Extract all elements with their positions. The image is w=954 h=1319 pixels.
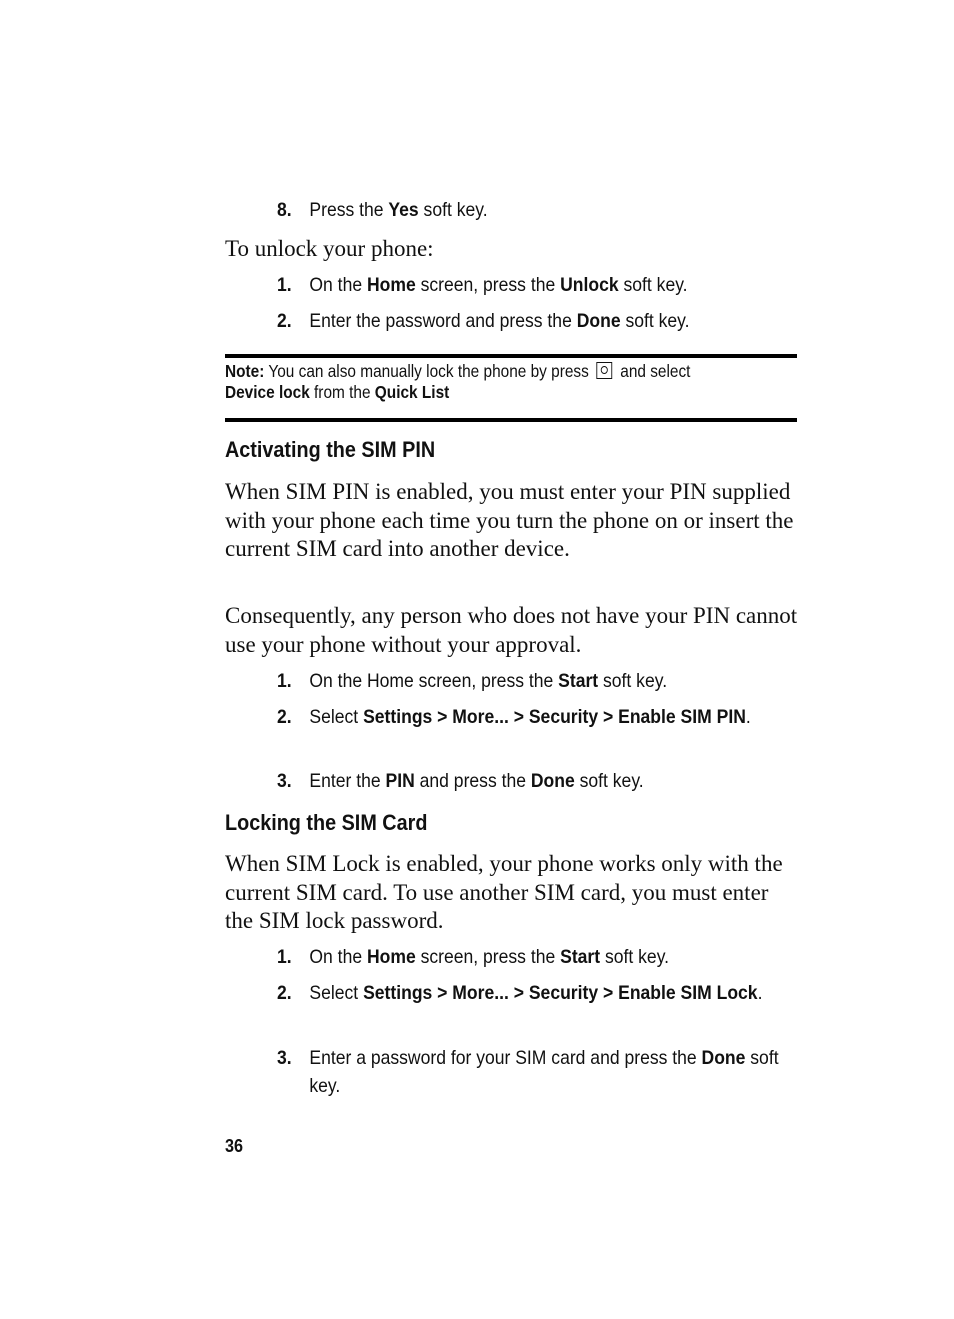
text-run: screen, press the <box>415 946 561 968</box>
bold-term: Settings > More... > Security > Enable SIM PIN <box>363 706 746 728</box>
text-run: soft key. <box>598 670 668 692</box>
text-run: soft key. <box>574 770 644 792</box>
text-run: soft key. <box>418 199 488 221</box>
bold-term: Start <box>560 946 601 968</box>
step-text <box>309 943 795 971</box>
note <box>225 361 753 403</box>
step-number: 1. <box>277 274 292 296</box>
text-run: soft key. <box>618 274 688 296</box>
text-run: Press the <box>309 199 389 221</box>
text-run: On the <box>309 274 367 296</box>
step-number: 1. <box>277 946 292 968</box>
step-number: 8. <box>277 199 292 221</box>
step-text <box>309 307 795 335</box>
step-number: 2. <box>277 706 292 728</box>
bold-term: Done <box>576 310 621 332</box>
bold-term: Home <box>366 946 416 968</box>
bold-term: Yes <box>388 199 419 221</box>
text-run: . <box>757 982 763 1004</box>
step-text <box>309 703 795 731</box>
text-run: soft key. <box>600 946 670 968</box>
note-text: You can also manually lock the phone by press <box>264 361 594 381</box>
text-run: . <box>745 706 751 728</box>
bold-term: Settings > More... > Security > Enable SIM Lock <box>363 982 758 1004</box>
step-text <box>309 667 795 695</box>
bold-term: Done <box>530 770 575 792</box>
step-text <box>309 979 795 1007</box>
unlock-intro: To unlock your phone: <box>225 236 434 261</box>
step-text <box>309 1044 795 1100</box>
step-number: 3. <box>277 770 292 792</box>
sim-card-para-1: When SIM Lock is enabled, your phone works only with the current SIM card. To use another SIM card, you must enter the SIM lock password. <box>225 851 783 933</box>
sim-pin-para-2: Consequently, any person who does not have your PIN cannot use your phone without your approval. <box>225 603 798 657</box>
bold-term: PIN <box>385 770 415 792</box>
step-text <box>309 767 795 795</box>
text-run: Select <box>309 706 364 728</box>
note-bottom-rule <box>225 418 797 422</box>
text-run: and press the <box>414 770 531 792</box>
bold-term: Unlock <box>560 274 619 296</box>
text-run: Enter a password for your SIM card and press the <box>309 1047 702 1069</box>
text-run: Enter the <box>309 770 386 792</box>
step-text <box>309 196 795 224</box>
text-run: soft key. <box>309 1047 779 1097</box>
note-device-lock: Device lock <box>225 382 310 402</box>
step-number: 2. <box>277 310 292 332</box>
note-label: Note: <box>225 361 265 381</box>
step-number: 3. <box>277 1047 292 1069</box>
bold-term: Start <box>558 670 599 692</box>
power-key-icon <box>597 362 613 379</box>
step-number: 2. <box>277 982 292 1004</box>
bold-term: Done <box>701 1047 746 1069</box>
sim-pin-para-1: When SIM PIN is enabled, you must enter your PIN supplied with your phone each time you turn the phone on or insert the current SIM card into another device. <box>225 479 794 561</box>
heading-sim-card: Locking the SIM Card <box>225 810 428 835</box>
note-text-after: and select <box>615 361 691 381</box>
text-run: soft key. <box>620 310 690 332</box>
step-text <box>309 271 795 299</box>
note-top-rule <box>225 354 797 358</box>
page-number: 36 <box>225 1136 244 1156</box>
step-number: 1. <box>277 670 292 692</box>
note-mid: from the <box>309 382 375 402</box>
text-run: Select <box>309 982 364 1004</box>
text-run: Enter the password and press the <box>309 310 577 332</box>
text-run: On the <box>309 946 367 968</box>
bold-term: Home <box>366 274 416 296</box>
note-quick-list: Quick List <box>374 382 450 402</box>
text-run: On the Home screen, press the <box>309 670 559 692</box>
text-run: screen, press the <box>415 274 561 296</box>
heading-sim-pin: Activating the SIM PIN <box>225 437 436 462</box>
